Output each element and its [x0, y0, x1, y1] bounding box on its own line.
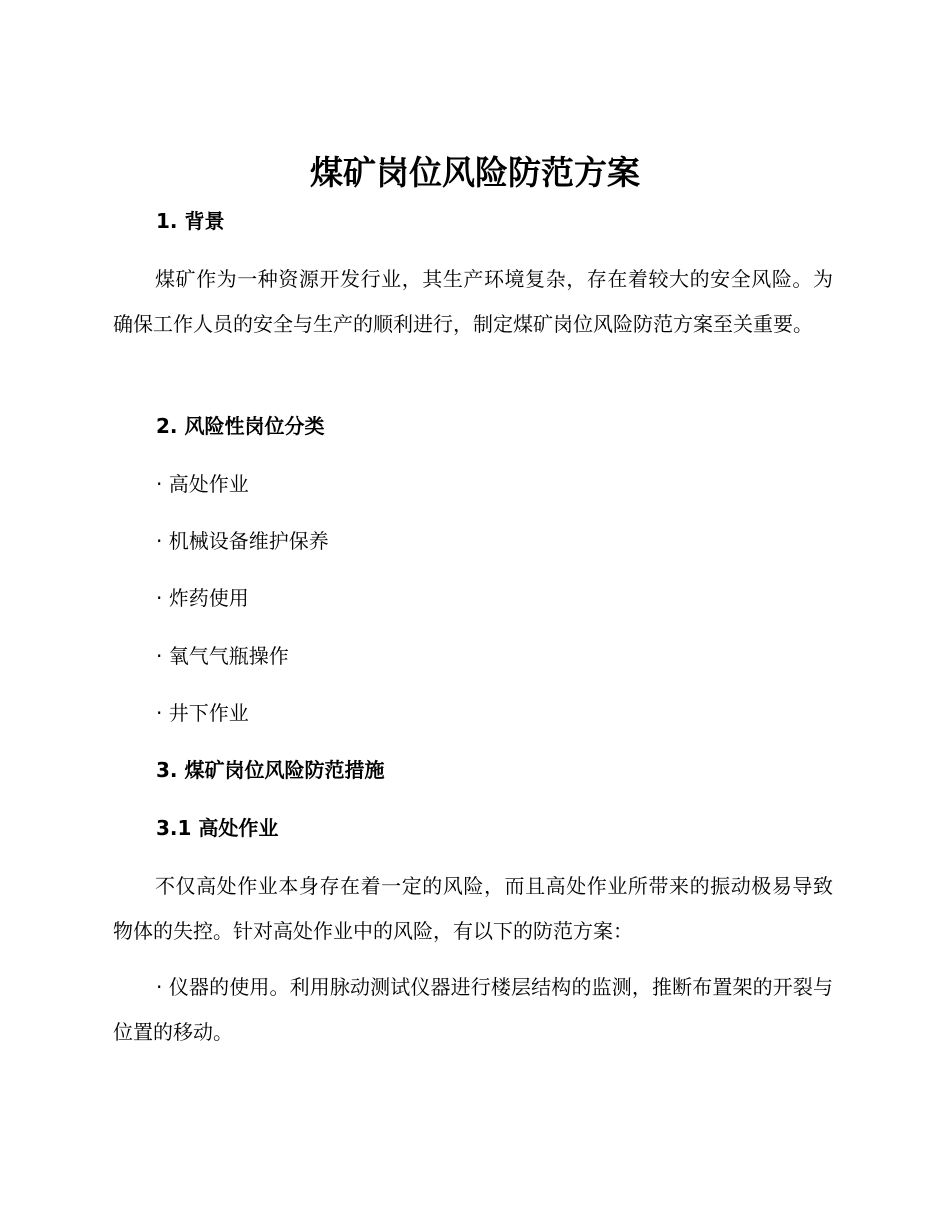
subsection-heading: 3.1 高处作业 — [156, 816, 279, 840]
subsection-paragraph: 不仅高处作业本身存在着一定的风险，而且高处作业所带来的振动极易导致物体的失控。针对高处作业中的风险，有以下的防范方案： — [113, 874, 833, 943]
section-heading-measures: 3. 煤矿岗位风险防范措施 — [156, 758, 385, 782]
classification-item: · 井下作业 — [156, 701, 249, 725]
classification-item: · 高处作业 — [156, 472, 249, 496]
subsection-bullet: · 仪器的使用。利用脉动测试仪器进行楼层结构的监测，推断布置架的开裂与位置的移动。 — [113, 975, 833, 1044]
background-paragraph: 煤矿作为一种资源开发行业，其生产环境复杂，存在着较大的安全风险。为确保工作人员的安全与生产的顺利进行，制定煤矿岗位风险防范方案至关重要。 — [113, 267, 833, 336]
classification-item: · 机械设备维护保养 — [156, 529, 329, 553]
section-heading-background: 1. 背景 — [156, 209, 225, 233]
classification-item: · 炸药使用 — [156, 586, 249, 610]
classification-item: · 氧气气瓶操作 — [156, 644, 289, 668]
section-heading-classification: 2. 风险性岗位分类 — [156, 414, 325, 438]
document-title: 煤矿岗位风险防范方案 — [310, 153, 640, 192]
